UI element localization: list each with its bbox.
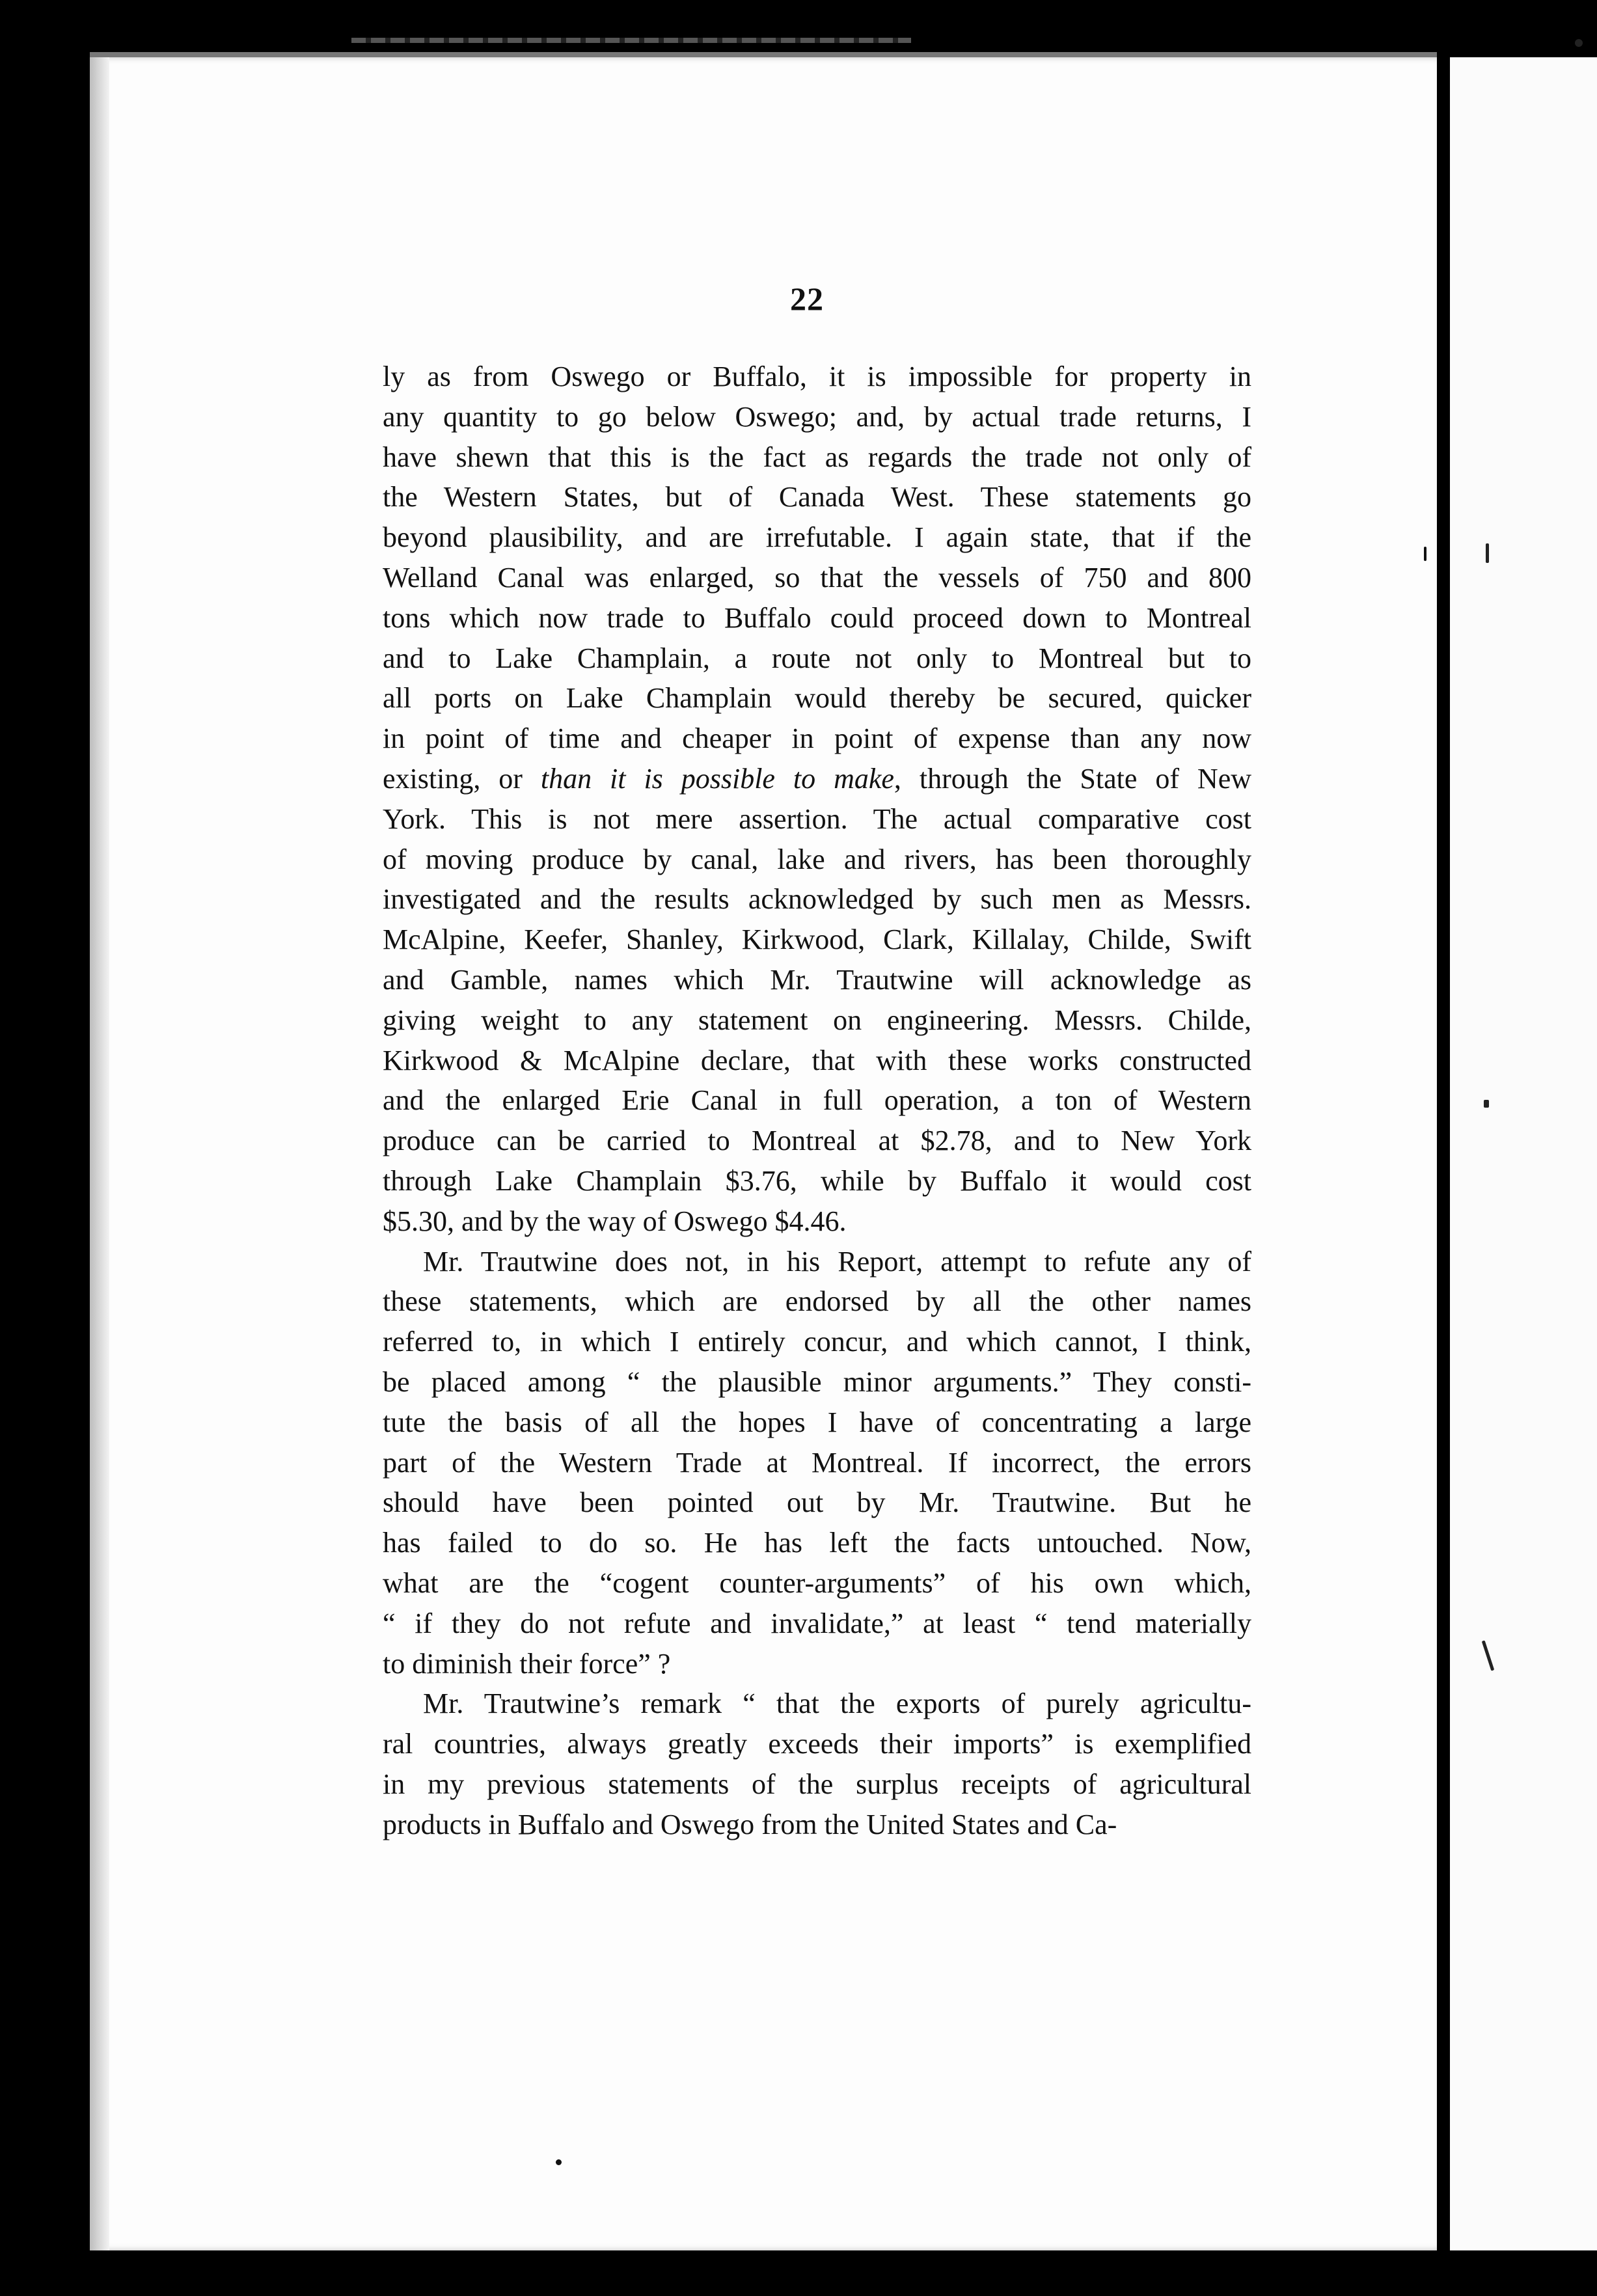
text-line: “ if they do not refute and invalidate,” at least “ tend materially [383,1607,1251,1639]
text-line: products in Buffalo and Oswego from the United States and Ca- [383,1808,1117,1840]
text-line: referred to, in which I entirely concur, and which cannot, I think, [383,1326,1251,1358]
text-line: Mr. Trautwine does not, in his Report, attempt to refute any of [423,1245,1251,1278]
text-line: tons which now trade to Buffalo could proceed down to Montreal [383,601,1251,634]
text-line: what are the “cogent counter-arguments” of his own which, [383,1567,1251,1599]
adjacent-page-mark [1484,1100,1489,1108]
adjacent-page-edge [1450,57,1597,2250]
text-line: giving weight to any statement on engineering. Messrs. Childe, [383,1004,1251,1036]
text-line: and the enlarged Erie Canal in full operation, a ton of Western [383,1084,1251,1117]
text-line: tute the basis of all the hopes I have of concentrating a large [383,1406,1251,1438]
text-line: Welland Canal was enlarged, so that the vessels of 750 and 800 [383,562,1251,594]
text-line: and to Lake Champlain, a route not only to Montreal but to [383,642,1251,674]
text-line: in point of time and cheaper in point of expense than any now [383,722,1251,755]
text-line: should have been pointed out by Mr. Trautwine. But he [383,1486,1251,1519]
text-line: Kirkwood & McAlpine declare, that with these works constructed [383,1044,1251,1076]
text-line: through Lake Champlain $3.76, while by Buffalo it would cost [383,1165,1251,1197]
text-line: in my previous statements of the surplus receipts of agricultural [383,1768,1251,1800]
text-line: produce can be carried to Montreal at $2.78, and to New York [383,1125,1251,1157]
text-line: all ports on Lake Champlain would thereby be secured, quicker [383,682,1251,715]
text-line: ly as from Oswego or Buffalo, it is impossible for property in [383,361,1251,392]
text-line: these statements, which are endorsed by all the other names [383,1285,1251,1318]
text-line: Mr. Trautwine’s remark “ that the exports of purely agricultu- [423,1688,1251,1720]
text-line: and Gamble, names which Mr. Trautwine will acknowledge as [383,964,1251,996]
page-number: 22 [790,280,824,317]
text-line: be placed among “ the plausible minor arguments.” They consti- [383,1366,1251,1398]
adjacent-page-mark [1486,543,1489,563]
text-line: of moving produce by canal, lake and rivers, has been thoroughly [383,843,1251,875]
ink-speck [1424,547,1426,561]
text-line: any quantity to go below Oswego; and, by actual trade returns, I [383,400,1251,433]
text-line: York. This is not mere assertion. The actual comparative cost [383,802,1251,835]
text-line: $5.30, and by the way of Oswego $4.46. [383,1205,847,1237]
text-line: the Western States, but of Canada West. These statements go [383,481,1251,513]
text-line: investigated and the results acknowledged by such men as Messrs. [383,883,1251,916]
text-line: to diminish their force” ? [383,1647,671,1680]
text-line: has failed to do so. He has left the facts untouched. Now, [383,1527,1251,1559]
text-line: existing, or than it is possible to make, through the State of New [383,763,1251,795]
text-line: beyond plausibility, and are irrefutable. I again state, that if the [383,521,1251,554]
page-binding-shadow [90,57,109,2250]
text-line: McAlpine, Keefer, Shanley, Kirkwood, Clark, Killalay, Childe, Swift [383,923,1251,956]
scan-edge-smudge [351,38,911,43]
adjacent-page-mark [1575,39,1583,47]
ink-speck [556,2159,562,2165]
text-line: ral countries, always greatly exceeds their imports” is exemplified [383,1728,1251,1760]
text-line: have shewn that this is the fact as regards the trade not only of [383,441,1251,473]
text-line: part of the Western Trade at Montreal. If incorrect, the errors [383,1446,1251,1479]
